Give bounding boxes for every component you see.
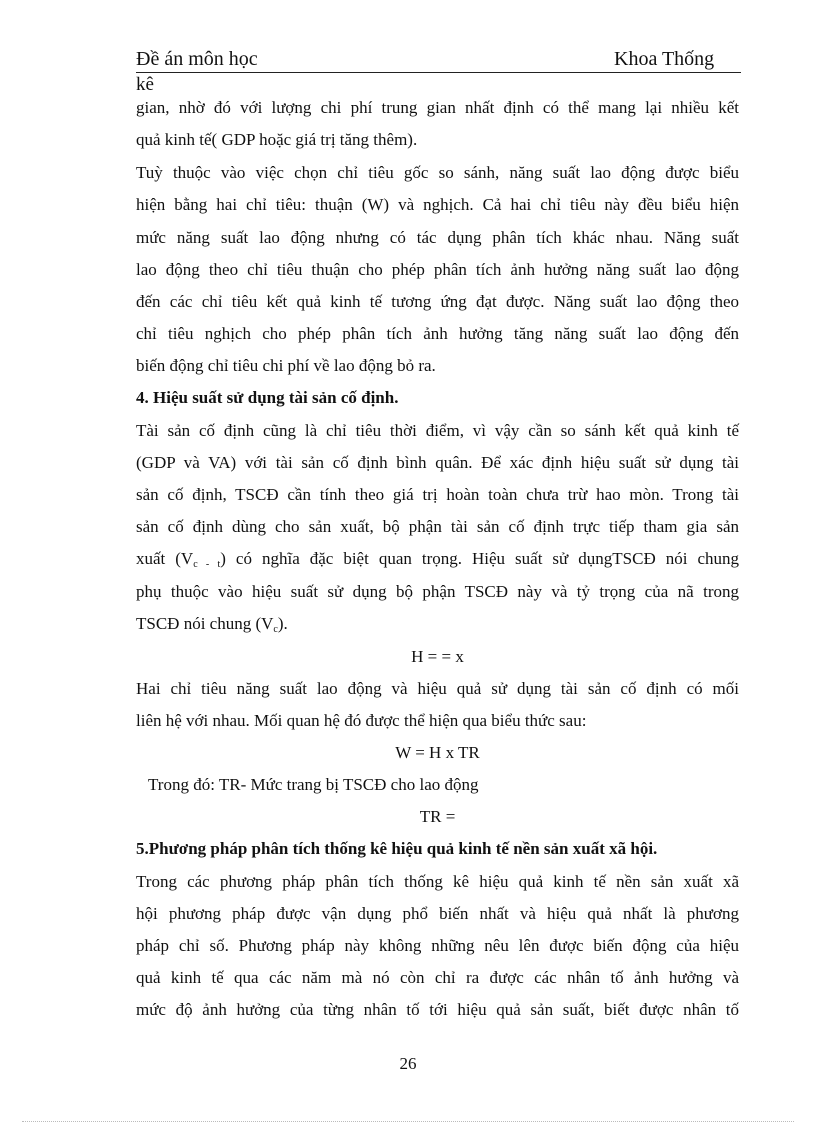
body-line: chỉ tiêu nghịch cho phép phân tích ảnh hưởng tăng năng suất lao động đến xyxy=(136,324,739,343)
body-line: liên hệ với nhau. Mối quan hệ đó được thể hiện qua biểu thức sau: xyxy=(136,711,587,730)
line-text: ). xyxy=(277,614,288,633)
page-number: 26 xyxy=(399,1054,417,1073)
subscript: c - t xyxy=(193,559,221,570)
subscript: c xyxy=(273,624,278,635)
line-text: ) có nghĩa đặc biệt quan trọng. Hiệu suất sử dụngTSCĐ nói chung xyxy=(220,549,739,568)
body-line: mức năng suất lao động nhưng có tác dụng phân tích khác nhau. Năng suất xyxy=(136,228,739,247)
body-line: mức độ ảnh hưởng của từng nhân tố tới hiệu quả sản suất, biết được nhân tố xyxy=(136,1000,739,1019)
body-line: hiện bằng hai chỉ tiêu: thuận (W) và nghịch. Cả hai chỉ tiêu này đều biểu hiện xyxy=(136,195,739,214)
line-text: xuất (V xyxy=(136,549,194,568)
body-line: sản cố định dùng cho sản xuất, bộ phận tài sản cố định trực tiếp tham gia sản xyxy=(136,517,739,536)
body-line-with-subscript xyxy=(136,608,739,640)
body-line: quả kinh tế qua các năm mà nó còn chỉ ra được các nhân tố ảnh hưởng và xyxy=(136,968,739,987)
header-faculty: Khoa Thống xyxy=(614,48,715,70)
header-course-title: Đề án môn học xyxy=(136,48,258,70)
body-line: Tài sản cố định cũng là chỉ tiêu thời điểm, vì vậy cần so sánh kết quả kinh tế xyxy=(136,421,739,440)
formula-w: W = H x TR xyxy=(395,743,480,762)
body-line: sản cố định, TSCĐ cần tính theo giá trị hoàn toàn chưa trừ hao mòn. Trong tài xyxy=(136,485,739,504)
body-line: biến động chỉ tiêu chi phí về lao động bỏ ra. xyxy=(136,356,436,375)
body-line: gian, nhờ đó với lượng chi phí trung gian nhất định có thể mang lại nhiều kết xyxy=(136,98,739,117)
body-line: Trong các phương pháp phân tích thống kê hiệu quả kinh tế nền sản xuất xã xyxy=(136,872,739,891)
page-header xyxy=(136,48,741,73)
formula-note: Trong đó: TR- Mức trang bị TSCĐ cho lao động xyxy=(148,775,479,794)
body-line: phụ thuộc vào hiệu suất sử dụng bộ phận TSCĐ này và tỷ trọng của nã trong xyxy=(136,582,739,601)
body-line: hội phương pháp được vận dụng phổ biến nhất và hiệu quả nhất là phương xyxy=(136,904,739,923)
body-line: Tuỳ thuộc vào việc chọn chỉ tiêu gốc so sánh, năng suất lao động được biểu xyxy=(136,163,739,182)
section-heading-4: 4. Hiệu suất sử dụng tài sản cố định. xyxy=(136,388,399,407)
body-line: (GDP và VA) với tài sản cố định bình quân. Để xác định hiệu suất sử dụng tài xyxy=(136,453,739,472)
body-line-with-subscript xyxy=(136,543,739,575)
formula-tr: TR = xyxy=(419,807,456,826)
header-faculty-continuation: kê xyxy=(136,74,154,95)
formula-h: H = = x xyxy=(411,647,464,666)
body-line: quả kinh tế( GDP hoặc giá trị tăng thêm). xyxy=(136,130,418,149)
footer-divider xyxy=(22,1121,794,1122)
section-heading-5: 5.Phương pháp phân tích thống kê hiệu quả kinh tế nền sản xuất xã hội. xyxy=(136,839,658,858)
body-line: pháp chỉ số. Phương pháp này không những nêu lên được biến động của hiệu xyxy=(136,936,739,955)
body-line: đến các chỉ tiêu kết quả kinh tế tương ứng đạt được. Năng suất lao động theo xyxy=(136,292,739,311)
body-line: Hai chỉ tiêu năng suất lao động và hiệu quả sử dụng tài sản cố định có mối xyxy=(136,679,739,698)
body-line: lao động theo chỉ tiêu thuận cho phép phân tích ảnh hưởng năng suất lao động xyxy=(136,260,739,279)
line-text: TSCĐ nói chung (V xyxy=(136,614,274,633)
